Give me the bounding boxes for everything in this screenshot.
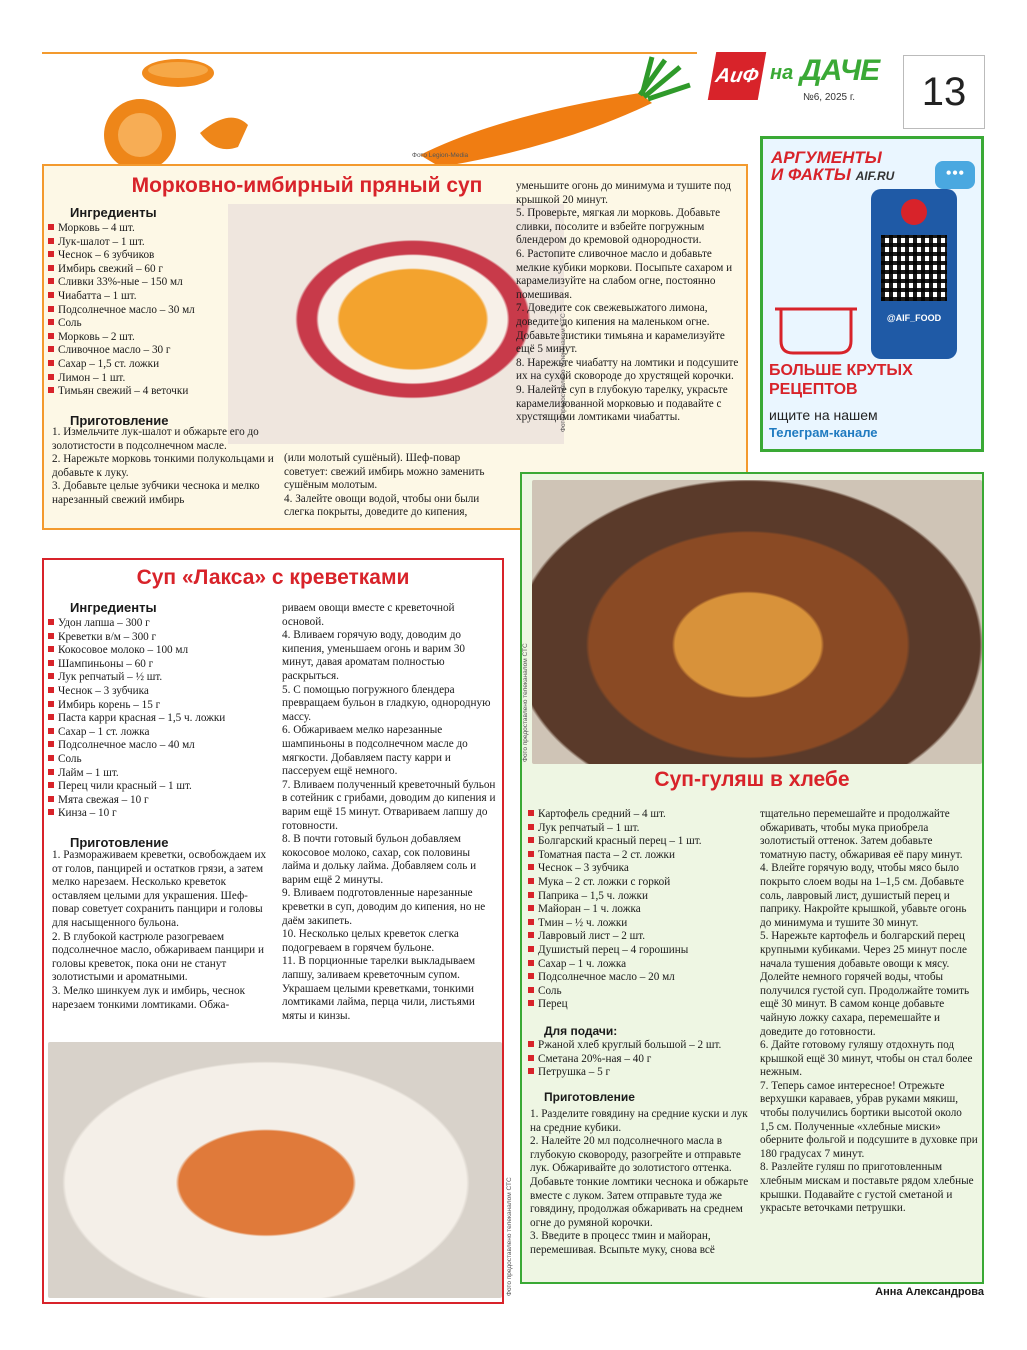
ingredient-item: Лук-шалот – 1 шт. [48, 236, 226, 250]
ingredient-item: Болгарский красный перец – 1 шт. [528, 835, 756, 849]
ingredient-item: Томатная паста – 2 ст. ложки [528, 849, 756, 863]
top-photo-credit: Фото Legion-Media [412, 152, 469, 159]
ingredient-item: Подсолнечное масло – 40 мл [48, 739, 276, 753]
telegram-ad[interactable] [760, 136, 984, 452]
ingredient-item: Сливочное масло – 30 г [48, 344, 226, 358]
ingredient-item: Тмин – ½ ч. ложки [528, 917, 756, 931]
recipe3-prep-heading: Приготовление [544, 1089, 635, 1104]
ad-brand-line1: АРГУМЕНТЫ [771, 148, 882, 167]
recipe1-photo [228, 204, 564, 444]
recipe1-ingredients [48, 205, 226, 430]
ingredient-item: Креветки в/м – 300 г [48, 631, 276, 645]
ad-sub2: Телеграм-канале [769, 425, 878, 440]
ingredient-item: Чеснок – 3 зубчика [528, 862, 756, 876]
ingredient-item: Чеснок – 3 зубчика [48, 685, 276, 699]
ingredient-item: Морковь – 2 шт. [48, 331, 226, 345]
ingredient-item: Имбирь корень – 15 г [48, 699, 276, 713]
ingredient-item: Картофель средний – 4 шт. [528, 808, 756, 822]
ingredient-item: Лавровый лист – 2 шт. [528, 930, 756, 944]
recipe1-ingredients-heading: Ингредиенты [70, 205, 157, 220]
logo-dacha: ДАЧЕ [800, 54, 880, 87]
ad-headline-1: БОЛЬШЕ КРУТЫХ [769, 362, 913, 379]
ad-brand-line2: И ФАКТЫ [771, 165, 851, 184]
chat-bubble-icon: ••• [935, 161, 975, 189]
recipe1-col3: уменьшите огонь до минимума и тушите под крышкой 20 минут. 5. Проверьте, мягкая ли морковь. Добавьте сливки, посолите и взбейте погружным блендером до кремовой однородности. 6. Растопите сливочное масло и добавьте мелкие кубики моркови. Посыпьте сахаром и карамелизуйте на слабом огне, постоянно помешивая. 7. Доведите сок свежевыжатого лимона, доведите до кипения на маленьком огне. Добавьте листики тимьяна и карамелизуйте ещё 5 минут. 8. Нарежьте чиабатту на ломтики и подсушите их на сухой сковороде до хрустящей корочки. 9. Налейте суп в глубокую тарелку, украсьте карамелизованной морковью и подавайте с хрустящими ломтиками чиабатты. [516, 180, 739, 424]
recipe2-photo [48, 1042, 502, 1298]
ingredient-item: Сливки 33%-ные – 150 мл [48, 276, 226, 290]
ingredient-item: Морковь – 4 шт. [48, 222, 226, 236]
recipe3-col2: тщательно перемешайте и продолжайте обжаривать, чтобы мука приобрела золотистый оттенок. Затем добавьте томатную пасту, обжаривая её пару минут. 4. Влейте горячую воду, чтобы мясо было покрыто слоем воды на 1–1,5 см. Добавьте соль, лавровый лист, душистый перец и паприку. Накройте крышкой, убавьте огонь до минимума и тушите 30 минут. 5. Нарежьте картофель и болгарский перец крупными кубиками. Через 25 минут после начала тушения добавьте овощи к мясу. Долейте немного горячей воды, чтобы получился густой суп. Продолжайте томить ещё 30 минут. В самом конце добавьте чайную ложку сахара, перемешайте и доведите до готовности. 6. Дайте готовому гуляшу отдохнуть под крышкой ещё 30 минут, чтобы он стал более нежным. 7. Теперь самое интересное! Отрежьте верхушки караваев, убрав руками мякиш, чтобы получились бортики высотой около 1,5 см. Полученные «хлебные миски» оберните фольгой и подсушите в духовке при 180 градусах 7 минут. 8. Разлейте гуляш по приготовленным хлебным мискам и поставьте рядом хлебные крышки. Подавайте с густой сметаной и украсьте веточками петрушки. [760, 808, 978, 1215]
header-rule [42, 52, 697, 54]
ingredient-item: Лук репчатый – ½ шт. [48, 671, 276, 685]
ingredient-item: Чеснок – 6 зубчиков [48, 249, 226, 263]
author: Анна Александрова [875, 1286, 984, 1298]
ingredient-item: Шампиньоны – 60 г [48, 658, 276, 672]
ingredient-item: Душистый перец – 4 горошины [528, 944, 756, 958]
ingredient-item: Паста карри красная – 1,5 ч. ложки [48, 712, 276, 726]
recipe3-ingredient-list [528, 808, 756, 1012]
recipe3-ingredients [528, 808, 756, 1105]
phone-aif-icon [901, 199, 927, 225]
ad-sub1: ищите на нашем [769, 407, 878, 423]
ingredient-item: Сахар – 1,5 ст. ложки [48, 358, 226, 372]
recipe2-ingredient-list [48, 617, 276, 821]
recipe2-photo-credit: Фото предоставлено телеканалом СТС [506, 1177, 513, 1296]
ingredient-item: Соль [48, 317, 226, 331]
ingredient-item: Мука – 2 ст. ложки с горкой [528, 876, 756, 890]
recipe2-ingredients [48, 600, 276, 852]
phone-handle: @AIF_FOOD [886, 313, 942, 323]
ingredient-item: Сахар – 1 ст. ложка [48, 726, 276, 740]
ingredient-item: Лимон – 1 шт. [48, 372, 226, 386]
ingredient-item: Подсолнечное масло – 20 мл [528, 971, 756, 985]
ingredient-item: Соль [48, 753, 276, 767]
recipe3-photo [532, 480, 982, 764]
carrot-decoration [40, 55, 700, 165]
recipe1-photo-credit: Фото предоставлено телеканалом СТС [560, 313, 567, 432]
recipe1-prep-heading: Приготовление [70, 412, 169, 428]
recipe2-prep-heading: Приготовление [70, 834, 169, 850]
serving-item: Сметана 20%-ная – 40 г [528, 1053, 756, 1067]
qr-code-icon [881, 235, 947, 301]
ingredient-item: Имбирь свежий – 60 г [48, 263, 226, 277]
ingredient-item: Кинза – 10 г [48, 807, 276, 821]
ingredient-item: Сахар – 1 ч. ложка [528, 958, 756, 972]
recipe2-ingredients-heading: Ингредиенты [70, 600, 157, 615]
pot-icon [771, 279, 861, 359]
recipe3-serving-heading: Для подачи: [544, 1023, 618, 1038]
ingredient-item: Лайм – 1 шт. [48, 767, 276, 781]
issue-number: №6, 2025 г. [803, 92, 856, 103]
recipe3-serving-list [528, 1039, 756, 1080]
ad-headline [769, 361, 913, 399]
ingredient-item: Перец [528, 998, 756, 1012]
ingredient-item: Подсолнечное масло – 30 мл [48, 304, 226, 318]
ingredient-item: Перец чили красный – 1 шт. [48, 780, 276, 794]
ingredient-item: Удон лапша – 300 г [48, 617, 276, 631]
ingredient-item: Соль [528, 985, 756, 999]
recipe1-col1: 1. Измельчите лук-шалот и обжарьте его до золотистости в подсолнечном масле. 2. Нарежьте морковь тонкими полукольцами и добавьте к луку. 3. Добавьте целые зубчики чеснока и мелко нарезанный свежий имбирь [52, 426, 274, 506]
recipe3-title: Суп-гуляш в хлебе [654, 768, 850, 791]
recipe2-col2: риваем овощи вместе с креветочной основой. 4. Вливаем горячую воду, доводим до кипения, уменьшаем огонь и варим 30 минут, давая ароматам полностью раскрыться. 5. С помощью погружного блендера превращаем бульон в гладкую, однородную массу. 6. Обжариваем мелко нарезанные шампиньоны в подсолнечном масле до мягкости. Добавляем пасту карри и пассеруем ещё немного. 7. Вливаем полученный креветочный бульон в сотейник с грибами, доводим до кипения и варим ещё 15 минут. Отвариваем лапшу до готовности. 8. В почти готовый бульон добавляем кокосовое молоко, сахар, сок половины лайма и дольку лайма. Добавляем соль и варим ещё 2 минуты. 9. Вливаем подготовленные нарезанные креветки в суп, доводим до кипения, но не даём закипеть. 10. Несколько целых креветок слегка подогреваем в горячем бульоне. 11. В порционные тарелки выкладываем лапшу, заливаем креветочным супом. Украшаем целыми креветками, тонкими ломтиками лайма, перца чили, листьями мяты и кинзы. [282, 602, 496, 1022]
ingredient-item: Мята свежая – 10 г [48, 794, 276, 808]
ingredient-item: Майоран – 1 ч. ложка [528, 903, 756, 917]
page-number-box [903, 55, 985, 129]
recipe1-ingredient-list [48, 222, 226, 399]
ingredient-item: Лук репчатый – 1 шт. [528, 822, 756, 836]
page-number: 13 [921, 70, 967, 114]
ingredient-item: Кокосовое молоко – 100 мл [48, 644, 276, 658]
serving-item: Петрушка – 5 г [528, 1066, 756, 1080]
aif-logo [708, 52, 766, 100]
recipe3-col1: 1. Разделите говядину на средние куски и лук на средние кубики. 2. Налейте 20 мл подсолнечного масла в глубокую сковороду, разогрейте и отправьте лук. Обжаривайте до золотистого оттенка. Добавьте тонкие ломтики чеснока и обжарьте вместе с луком. Затем отправьте туда же говядину, продолжая обжаривать на среднем огне до румяной корочки. 3. Введите в процесс тмин и майоран, перемешивая. Всыпьте муку, снова всё [530, 1108, 749, 1256]
phone-mockup [871, 189, 957, 359]
recipe2-title: Суп «Лакса» с креветками [136, 566, 410, 589]
ad-brand [771, 149, 894, 185]
recipe3-photo-credit: Фото предоставлено телеканалом СТС [522, 643, 529, 762]
ingredient-item: Паприка – 1,5 ч. ложки [528, 890, 756, 904]
logo-na: на [770, 62, 794, 84]
serving-item: Ржаной хлеб круглый большой – 2 шт. [528, 1039, 756, 1053]
ingredient-item: Чиабатта – 1 шт. [48, 290, 226, 304]
recipe1-col2: (или молотый сушёный). Шеф-повар советует: свежий имбирь можно заменить сушёным молотым. 4. Залейте овощи водой, чтобы они были слегка покрыты, доведите до кипения, [284, 452, 485, 519]
logo-aif-text: АиФ [713, 65, 761, 87]
recipe1-title: Морковно-имбирный пряный суп [131, 174, 483, 197]
recipe2-col1: 1. Размораживаем креветки, освобождаем их от голов, панцирей и остатков грязи, а затем мелко нарезаем. Несколько креветок оставляем целыми для украшения. Шеф-повар советует сохранить панцири и головы для насыщенного бульона. 2. В глубокой кастрюле разогреваем подсолнечное масло, обжариваем панцири и головы креветок, пока они не станут золотистыми и ароматными. 3. Мелко шинкуем лук и имбирь, чеснок нарезаем тонкими ломтиками. Обжа- [52, 849, 267, 1011]
ad-headline-2: РЕЦЕПТОВ [769, 381, 858, 398]
ad-brand-site: AIF.RU [855, 169, 895, 183]
ingredient-item: Тимьян свежий – 4 веточки [48, 385, 226, 399]
